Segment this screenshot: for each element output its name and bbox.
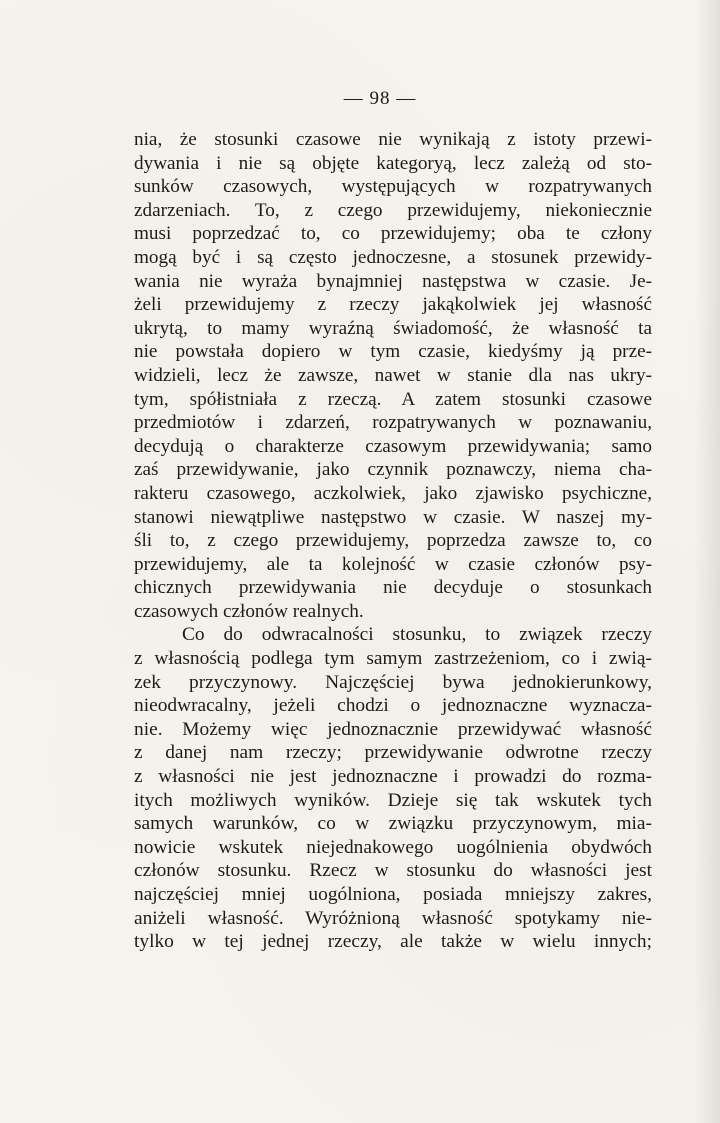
paragraph-1 xyxy=(134,128,652,623)
text-line: tylko w tej jednej rzeczy, ale także w wielu innych; xyxy=(134,931,652,953)
text-line: rakteru czasowego, aczkolwiek, jako zjawisko psychiczne, xyxy=(134,482,652,504)
text-line: stanowi niewątpliwe następstwo w czasie. W naszej my- xyxy=(134,506,652,528)
text-line: itych możliwych wyników. Dzieje się tak wskutek tych xyxy=(134,789,652,811)
text-line: zaś przewidywanie, jako czynnik poznawczy, niema cha- xyxy=(134,459,652,481)
text-line: tym, spółistniała z rzeczą. A zatem stosunki czasowe xyxy=(134,388,652,410)
text-line: z własności nie jest jednoznaczne i prowadzi do rozma- xyxy=(134,766,652,788)
text-line: widzieli, lecz że zawsze, nawet w stanie dla nas ukry- xyxy=(134,364,652,386)
text-line: nie powstała dopiero w tym czasie, kiedyśmy ją prze- xyxy=(134,341,652,363)
text-line: żeli przewidujemy z rzeczy jakąkolwiek jej własność xyxy=(134,294,652,316)
text-line: członów stosunku. Rzecz w stosunku do własności jest xyxy=(134,860,652,882)
text-line: z danej nam rzeczy; przewidywanie odwrotne rzeczy xyxy=(134,742,652,764)
text-line: mogą być i są często jednoczesne, a stosunek przewidy- xyxy=(134,246,652,268)
text-line: nie. Możemy więc jednoznacznie przewidywać własność xyxy=(134,718,652,740)
paragraph-2 xyxy=(134,623,652,953)
text-line: najczęściej mniej uogólniona, posiada mniejszy zakres, xyxy=(134,884,652,905)
body-text xyxy=(134,128,652,954)
text-line: decydują o charakterze czasowym przewidywania; samo xyxy=(134,435,652,457)
text-line: Co do odwracalności stosunku, to związek rzeczy xyxy=(182,624,652,646)
text-line: dywania i nie są objęte kategoryą, lecz zależą od sto- xyxy=(134,152,652,174)
text-line: nowicie wskutek niejednakowego uogólnienia obydwóch xyxy=(134,836,652,858)
page-edge-shadow xyxy=(694,0,720,1123)
text-line: aniżeli własność. Wyróżnioną własność spotykamy nie- xyxy=(134,907,652,929)
text-line: nia, że stosunki czasowe nie wynikają z istoty przewi- xyxy=(134,129,652,150)
text-line: nieodwracalny, jeżeli chodzi o jednoznaczne wyznacza- xyxy=(134,695,652,717)
text-line: wania nie wyraża bynajmniej następstwa w czasie. Je- xyxy=(134,270,652,292)
text-line: samych warunków, co w związku przyczynowym, mia- xyxy=(134,813,652,835)
text-line: musi poprzedzać to, co przewidujemy; oba te człony xyxy=(134,223,652,245)
text-line: śli to, z czego przewidujemy, poprzedza zawsze to, co xyxy=(134,530,652,552)
text-line: zdarzeniach. To, z czego przewidujemy, niekoniecznie xyxy=(134,199,652,221)
text-line: zek przyczynowy. Najczęściej bywa jednokierunkowy, xyxy=(134,671,652,693)
text-line: z własnością podlega tym samym zastrzeżeniom, co i zwią- xyxy=(134,648,652,670)
text-line: czasowych członów realnych. xyxy=(134,600,364,622)
text-line: przedmiotów i zdarzeń, rozpatrywanych w poznawaniu, xyxy=(134,412,652,434)
text-line: sunków czasowych, występujących w rozpatrywanych xyxy=(134,176,652,198)
page-number: — 98 — xyxy=(343,88,417,109)
text-line: przewidujemy, ale ta kolejność w czasie członów psy- xyxy=(134,553,652,575)
text-line: ukrytą, to mamy wyraźną świadomość, że własność ta xyxy=(134,317,652,339)
text-line: chicznych przewidywania nie decyduje o stosunkach xyxy=(134,577,652,599)
